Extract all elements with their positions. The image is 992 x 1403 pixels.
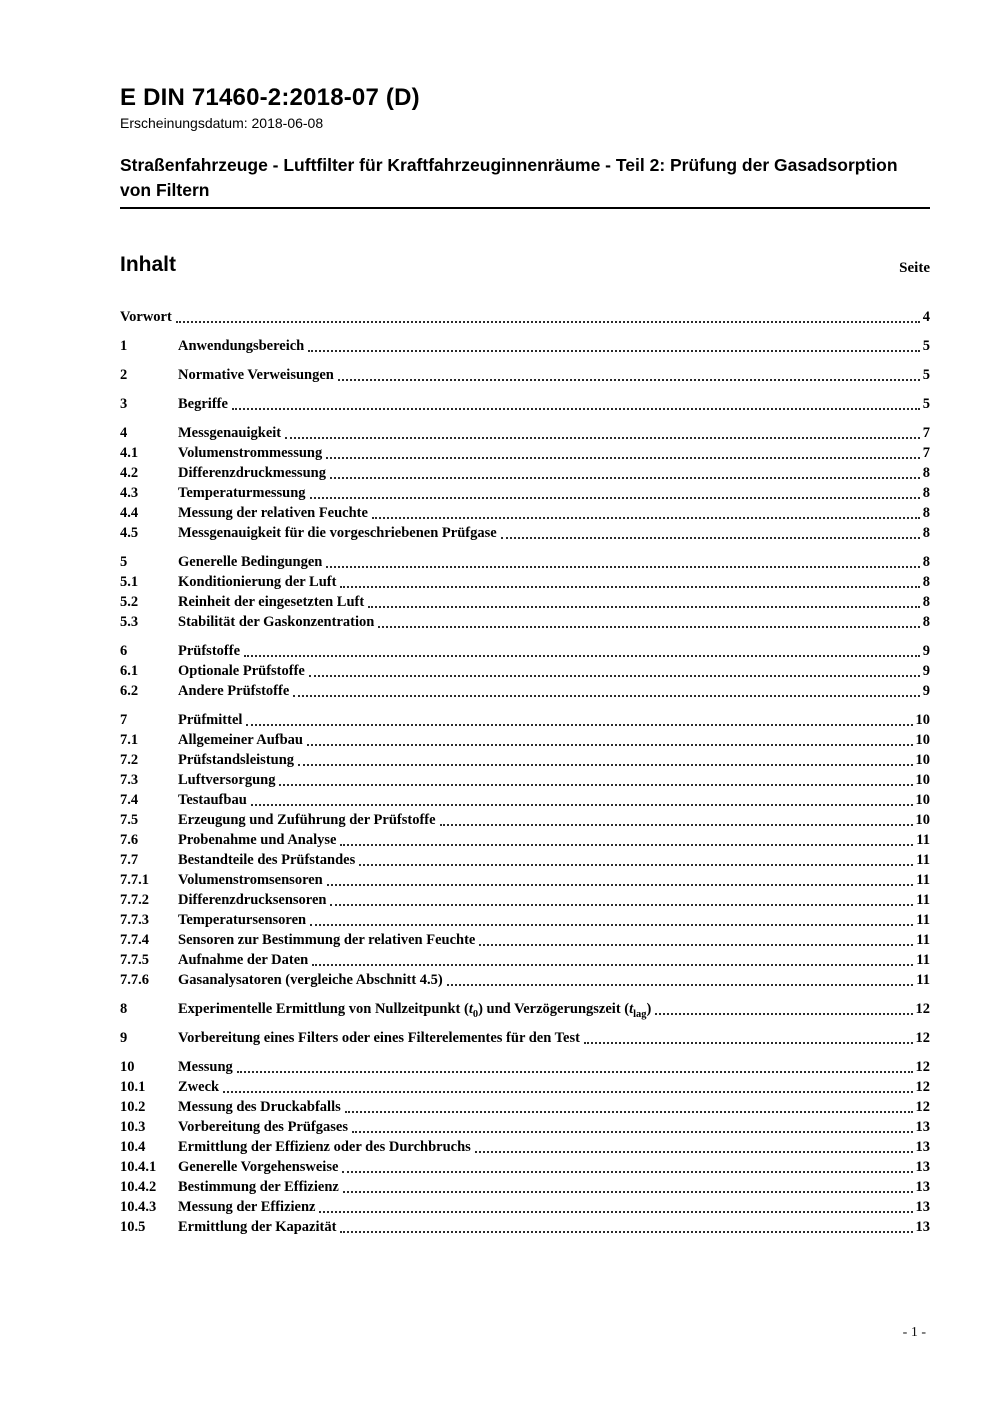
toc-entry [120,1117,930,1137]
toc-leader-dots [326,566,919,568]
toc-entry-title: Allgemeiner Aufbau [178,732,303,748]
toc-entry-title: Aufnahme der Daten [178,952,309,968]
toc-header [120,253,930,277]
toc-leader-dots [475,1151,913,1153]
toc-leader-dots [293,695,919,697]
toc-leader-dots [279,784,912,786]
toc-entry-number: 9 [120,1030,128,1046]
toc-entry [120,1177,930,1197]
toc-entry-number: 10.3 [120,1119,146,1135]
toc-leader-dots [298,764,912,766]
toc-leader-dots [372,517,920,519]
toc-entry-title: Vorbereitung des Prüfgases [178,1119,348,1135]
toc-entry-title: Probenahme und Analyse [178,832,337,848]
toc-heading: Inhalt [120,253,176,276]
toc-leader-dots [338,379,920,381]
toc-entry-title: Messung des Druckabfalls [178,1099,341,1115]
toc-entry-number: 7.7.6 [120,972,149,988]
toc-entry [120,503,930,523]
toc-entry-title: Differenzdruckmessung [178,465,326,481]
toc-entry-title: Bestimmung der Effizienz [178,1179,339,1195]
toc-entry [120,730,930,750]
toc-entry [120,394,930,414]
toc-leader-dots [501,537,920,539]
toc-leader-dots [308,350,920,352]
toc-entry-title: Vorwort [120,309,172,325]
toc-entry-title: Reinheit der eingesetzten Luft [178,594,365,610]
toc-entry-number: 5.3 [120,614,139,630]
toc-leader-dots [352,1131,913,1133]
toc-entry-number: 7.7 [120,852,139,868]
toc-leader-dots [342,1171,912,1173]
toc-entry-title: Prüfstoffe [178,643,241,659]
toc-entry-number: 7.2 [120,752,139,768]
toc-leader-dots [307,744,913,746]
toc-entry [120,443,930,463]
toc-entry-page: 13 [915,1179,930,1195]
toc-leader-dots [310,497,920,499]
toc-entry-page: 8 [922,485,930,501]
toc-entry-page: 10 [915,732,930,748]
toc-entry [120,1057,930,1077]
toc-leader-dots [176,321,920,323]
toc-leader-dots [340,586,919,588]
toc-leader-dots [343,1191,913,1193]
toc-entry [120,336,930,356]
toc-entry [120,770,930,790]
toc-entry [120,930,930,950]
toc-entry-page: 5 [922,338,930,354]
toc-entry-page: 11 [916,932,930,948]
toc-entry-page: 11 [916,852,930,868]
toc-entry-title: Messgenauigkeit für die vorgeschriebenen Prüfgase [178,525,497,541]
toc-entry-page: 8 [922,614,930,630]
toc-leader-dots [232,408,920,410]
toc-entry-page: 10 [915,812,930,828]
toc-leader-dots [479,944,913,946]
toc-leader-dots [378,626,919,628]
toc-entry [120,970,930,990]
toc-entry-number: 10.4.2 [120,1179,157,1195]
toc-entry-page: 11 [916,872,930,888]
toc-entry [120,423,930,443]
toc-entry [120,572,930,592]
toc-entry [120,1077,930,1097]
toc-entry-page: 12 [915,1001,930,1017]
toc-entry-title: Messung der relativen Feuchte [178,505,368,521]
toc-entry [120,750,930,770]
toc-leader-dots [330,477,920,479]
toc-entry-title: Luftversorgung [178,772,276,788]
toc-entry-page: 7 [922,425,930,441]
toc-entry-page: 13 [915,1219,930,1235]
toc-entry-title: Prüfstandsleistung [178,752,295,768]
toc-entry [120,661,930,681]
toc-entry-number: 4.2 [120,465,139,481]
toc-entry-number: 7 [120,712,128,728]
toc-entry-title: Messgenauigkeit [178,425,282,441]
toc-leader-dots [655,1013,912,1015]
toc-entry-page: 11 [916,892,930,908]
toc-leader-dots [359,864,913,866]
toc-entry-title: Bestandteile des Prüfstandes [178,852,356,868]
toc-entry-title: Temperatursensoren [178,912,307,928]
toc-entry-title: Generelle Vorgehensweise [178,1159,339,1175]
toc-entry-number: 4.3 [120,485,139,501]
toc-entry-title: Vorbereitung eines Filters oder eines Filterelementes für den Test [178,1030,580,1046]
toc-entry [120,790,930,810]
toc-leader-dots [447,984,914,986]
toc-entry-number: 4.5 [120,525,139,541]
toc-entry [120,810,930,830]
toc-leader-dots [327,884,914,886]
toc-entry [120,1097,930,1117]
toc-entry [120,463,930,483]
toc-entry-title: Zweck [178,1079,220,1095]
toc-entry-title: Testaufbau [178,792,247,808]
toc-entry-title: Differenzdrucksensoren [178,892,327,908]
toc-leader-dots [237,1071,913,1073]
toc-entry [120,681,930,701]
toc-entry-title: Messung der Effizienz [178,1199,316,1215]
toc-entry [120,890,930,910]
toc-entry-page: 8 [922,594,930,610]
toc-entry-title: Volumenstrommessung [178,445,323,461]
toc-entry [120,365,930,385]
toc-leader-dots [330,904,913,906]
toc-entry-page: 7 [922,445,930,461]
toc-entry [120,850,930,870]
toc-entry [120,1137,930,1157]
toc-entry-number: 7.7.5 [120,952,149,968]
toc-leader-dots [312,964,913,966]
toc-entry [120,999,930,1019]
toc-entry-number: 10.4.1 [120,1159,157,1175]
toc-entry-title: Experimentelle Ermittlung von Nullzeitpunkt $(t_0)$ und Verzögerungszeit $(t_{lag})$ [178,1001,652,1020]
toc-leader-dots [285,437,920,439]
toc-entry [120,612,930,632]
toc-entry-number: 7.7.1 [120,872,149,888]
toc-entry-number: 6.2 [120,683,139,699]
toc-entry-number: 7.7.2 [120,892,149,908]
toc-entry-number: 5 [120,554,128,570]
toc-leader-dots [244,655,920,657]
toc-entry-title: Begriffe [178,396,228,412]
toc-entry-page: 8 [922,525,930,541]
toc-leader-dots [309,675,920,677]
toc-entry-page: 11 [916,912,930,928]
toc-entry [120,483,930,503]
toc-entry-title: Andere Prüfstoffe [178,683,290,699]
toc-leader-dots [340,844,913,846]
toc-entry [120,523,930,543]
document-title: Straßenfahrzeuge - Luftfilter für Kraftfahrzeuginnenräume - Teil 2: Prüfung der Gasadsorption von Filtern [120,153,930,209]
toc-leader-dots [584,1042,913,1044]
toc-entry [120,552,930,572]
toc-leader-dots [251,804,913,806]
toc-entry-number: 7.1 [120,732,139,748]
toc-entry-page: 13 [915,1199,930,1215]
toc-entry-title: Temperaturmessung [178,485,306,501]
toc-entry-number: 7.7.4 [120,932,149,948]
toc-entry [120,1217,930,1237]
toc-entry-title: Generelle Bedingungen [178,554,323,570]
toc-entry-title: Ermittlung der Kapazität [178,1219,337,1235]
toc-entry [120,830,930,850]
toc-entry-number: 10.2 [120,1099,146,1115]
toc-entry-title: Ermittlung der Effizienz oder des Durchbruchs [178,1139,471,1155]
toc-entry [120,910,930,930]
toc-entry-title: Prüfmittel [178,712,243,728]
toc-entry-number: 5.1 [120,574,139,590]
toc-entry-title: Konditionierung der Luft [178,574,337,590]
toc-entry-title: Normative Verweisungen [178,367,334,383]
toc-entry-page: 8 [922,554,930,570]
toc-entry-number: 4.1 [120,445,139,461]
toc-entry-number: 8 [120,1001,128,1017]
toc-entry [120,307,930,327]
toc-entry-page: 5 [922,367,930,383]
toc-entry-number: 1 [120,338,128,354]
toc-leader-dots [319,1211,912,1213]
toc-leader-dots [440,824,913,826]
toc-leader-dots [368,606,920,608]
toc-entry-number: 2 [120,367,128,383]
toc-entry-page: 11 [916,972,930,988]
toc-entry-page: 10 [915,712,930,728]
toc-leader-dots [310,924,913,926]
toc-entry-page: 10 [915,772,930,788]
toc-leader-dots [345,1111,913,1113]
toc-entry-page: 12 [915,1059,930,1075]
toc-entry-page: 9 [922,663,930,679]
toc-entry-title: Volumenstromsensoren [178,872,323,888]
toc-entry-number: 10.4.3 [120,1199,157,1215]
toc-entry [120,710,930,730]
toc-entry-number: 7.4 [120,792,139,808]
toc-entry-title: Gasanalysatoren (vergleiche Abschnitt 4.5) [178,972,443,988]
toc-entry-number: 5.2 [120,594,139,610]
toc-entry-title: Optionale Prüfstoffe [178,663,305,679]
toc-entry-number: 6 [120,643,128,659]
toc-entry-number: 3 [120,396,128,412]
toc-leader-dots [340,1231,912,1233]
toc-entry-number: 4 [120,425,128,441]
toc-entry [120,592,930,612]
toc-entry-page: 9 [922,683,930,699]
toc-entry [120,1197,930,1217]
toc-entry-page: 13 [915,1119,930,1135]
toc-leader-dots [223,1091,912,1093]
toc-entry-number: 10 [120,1059,135,1075]
toc-entry-page: 8 [922,574,930,590]
toc-entry-page: 9 [922,643,930,659]
toc-entry-page: 13 [915,1159,930,1175]
toc-entry-number: 10.5 [120,1219,146,1235]
toc-entry-title: Sensoren zur Bestimmung der relativen Feuchte [178,932,476,948]
toc-entry-page: 4 [922,309,930,325]
toc-entry [120,950,930,970]
toc-entry-page: 10 [915,752,930,768]
toc-entry-page: 8 [922,465,930,481]
toc-entry-page: 8 [922,505,930,521]
toc-entry-title: Erzeugung und Zuführung der Prüfstoffe [178,812,436,828]
publish-date: Erscheinungsdatum: 2018-06-08 [120,115,324,131]
toc-page-column-label: Seite [899,260,930,276]
toc-entry-page: 10 [915,792,930,808]
toc-entry [120,641,930,661]
toc-entry [120,1028,930,1048]
toc-entry-title: Stabilität der Gaskonzentration [178,614,375,630]
toc-entry-page: 11 [916,832,930,848]
toc-entry-number: 6.1 [120,663,139,679]
toc-entry-title: Anwendungsbereich [178,338,305,354]
toc-entry [120,870,930,890]
toc-entry-number: 7.3 [120,772,139,788]
toc-leader-dots [326,457,920,459]
toc-entry-number: 10.4 [120,1139,146,1155]
toc-entry-title: Messung [178,1059,233,1075]
toc-entries [120,307,930,1237]
toc-entry-number: 7.6 [120,832,139,848]
toc-entry-number: 7.7.3 [120,912,149,928]
toc-entry-number: 7.5 [120,812,139,828]
toc-entry-number: 10.1 [120,1079,146,1095]
toc-leader-dots [246,724,912,726]
toc-entry-page: 5 [922,396,930,412]
toc-entry-page: 12 [915,1030,930,1046]
document-number: E DIN 71460-2:2018-07 (D) [120,84,420,111]
document-header [120,84,930,209]
toc-entry-page: 11 [916,952,930,968]
page-number-footer: - 1 - [902,1325,926,1340]
toc-entry-number: 4.4 [120,505,139,521]
toc-entry-page: 12 [915,1099,930,1115]
toc-entry [120,1157,930,1177]
toc-entry-page: 13 [915,1139,930,1155]
toc-entry-page: 12 [915,1079,930,1095]
